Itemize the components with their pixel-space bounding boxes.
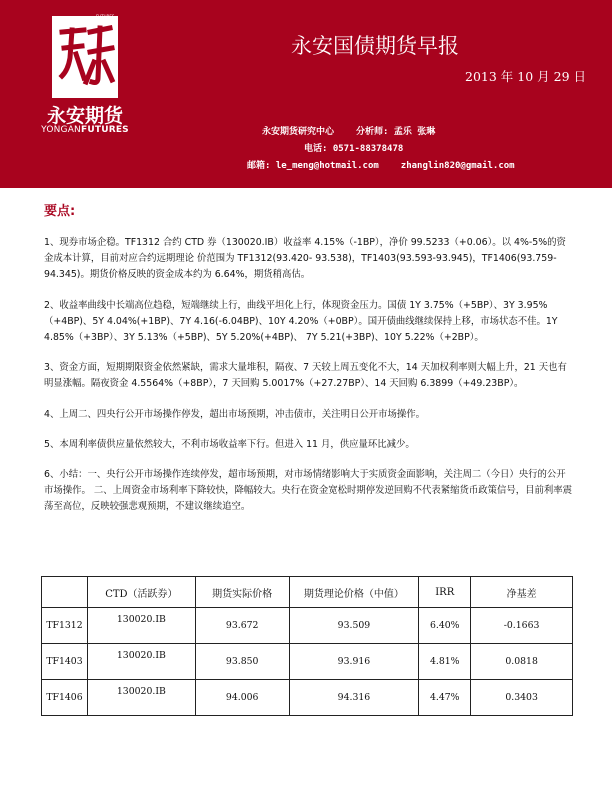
yongan-seal-icon <box>54 18 116 96</box>
cell-irr: 6.40% <box>419 608 471 644</box>
report-title: 永安国债期货早报 <box>291 34 459 58</box>
cell-actual-price: 93.672 <box>195 608 289 644</box>
phone-line: 电话: 0571-88378478 <box>304 144 404 154</box>
logo-futures-small-text: FUTURES <box>96 14 115 19</box>
cell-theoretical-price: 94.316 <box>289 680 419 716</box>
paragraph-4: 4、上周二、四央行公开市场操作停发，超出市场预期，冲击债市，关注明日公开市场操作。 <box>44 408 425 420</box>
cell-actual-price: 93.850 <box>195 644 289 680</box>
paragraph-6: 6、小结：一、央行公开市场操作连续停发，超市场预期，对市场情绪影响大于实质资金面影响，关注周二（今日）央行的公开市场操作。 二、上周资金市场利率下降较快，降幅较大。央行在资金宽松时期停发逆回购不代表紧缩货币政策信号，目前利率震荡至高位，反映较强悲观预期，不建议继续追空。 <box>44 469 572 513</box>
cell-contract: TF1312 <box>42 608 88 644</box>
cell-net-basis: 0.3403 <box>471 680 573 716</box>
cell-irr: 4.81% <box>419 644 471 680</box>
report-header <box>0 0 612 188</box>
cell-contract: TF1403 <box>42 644 88 680</box>
email-label: 邮箱: <box>247 161 276 171</box>
cell-theoretical-price: 93.916 <box>289 644 419 680</box>
key-points-heading: 要点: <box>44 204 76 219</box>
header-irr: IRR <box>419 577 471 608</box>
paragraph-5: 5、本周利率债供应量依然较大，不利市场收益率下行。但进入 11 月，供应量环比减少。 <box>44 438 415 450</box>
report-date: 2013 年 10 月 29 日 <box>465 69 586 84</box>
header-theoretical-price: 期货理论价格（中值） <box>289 577 419 608</box>
research-center: 永安期货研究中心 <box>262 127 335 137</box>
cell-actual-price: 94.006 <box>195 680 289 716</box>
header-contract <box>42 577 88 608</box>
email-link-1[interactable]: le_meng@hotmail.com <box>275 161 379 171</box>
cell-ctd: 130020.IB <box>87 644 195 680</box>
header-ctd: CTD（活跃券） <box>87 577 195 608</box>
cell-net-basis: -0.1663 <box>471 608 573 644</box>
cell-net-basis: 0.0818 <box>471 644 573 680</box>
logo-en-part-a: YONGAN <box>41 125 81 135</box>
cell-ctd: 130020.IB <box>87 680 195 716</box>
header-net-basis: 净基差 <box>471 577 573 608</box>
header-actual-price: 期货实际价格 <box>195 577 289 608</box>
table-row <box>42 608 573 644</box>
cell-theoretical-price: 93.509 <box>289 608 419 644</box>
logo-en-part-b: FUTURES <box>81 125 129 135</box>
research-center-line <box>262 124 435 137</box>
table-row <box>42 680 573 716</box>
paragraph-3: 3、资金方面，短期期限资金依然紧缺，需求大量堆积，隔夜、7 天较上周五变化不大，14 天加权利率则大幅上升，21 天也有明显涨幅。隔夜资金 4.5564%（+8BP），7 天回购 5.0017%（+27.27BP）、14 天回购 6.3899（+49.23BP）。 <box>44 362 567 390</box>
paragraph-2: 2、收益率曲线中长端高位趋稳，短端继续上行，曲线平坦化上行，体现资金压力。国债 1Y 3.75%（+5BP）、3Y 3.95%（+4BP)、5Y 4.04%(+1BP)、7Y 4.16(-6.04BP)、10Y 4.20%（+0BP）。国开债曲线继续保持上移，市场状态不佳。1Y 4.85%（+3BP）、3Y 5.13%（+5BP)、5Y 5.20%(+4BP)、 7Y 5.21(+3BP)、10Y 5.22%（+2BP）。 <box>44 299 558 344</box>
cell-irr: 4.47% <box>419 680 471 716</box>
email-link-2[interactable]: zhanglin820@gmail.com <box>400 161 515 171</box>
report-body <box>44 200 574 530</box>
cell-contract: TF1406 <box>42 680 88 716</box>
yongan-logo-emblem <box>52 16 118 98</box>
analyst-names: 分析师: 孟乐 张琳 <box>356 127 436 137</box>
logo-company-name-en <box>40 125 130 135</box>
cell-ctd: 130020.IB <box>87 608 195 644</box>
paragraph-1: 1、现券市场企稳。TF1312 合约 CTD 券（130020.IB）收益率 4.15%（-1BP），净价 99.5233（+0.06）。以 4%-5%的资金成本计算，目前对应合约远期理论 价范围为 TF1312(93.420- 93.538)，TF1403(93.593-93.945)，TF1406(93.759- 94.345)。期货价格反映的资金成本约为 6.64%，期货稍高估。 <box>44 237 566 281</box>
email-line <box>247 158 515 171</box>
table-header-row <box>42 577 573 608</box>
table-row <box>42 644 573 680</box>
futures-pricing-table <box>41 576 573 716</box>
logo-company-name-cn: 永安期货 <box>46 105 123 127</box>
